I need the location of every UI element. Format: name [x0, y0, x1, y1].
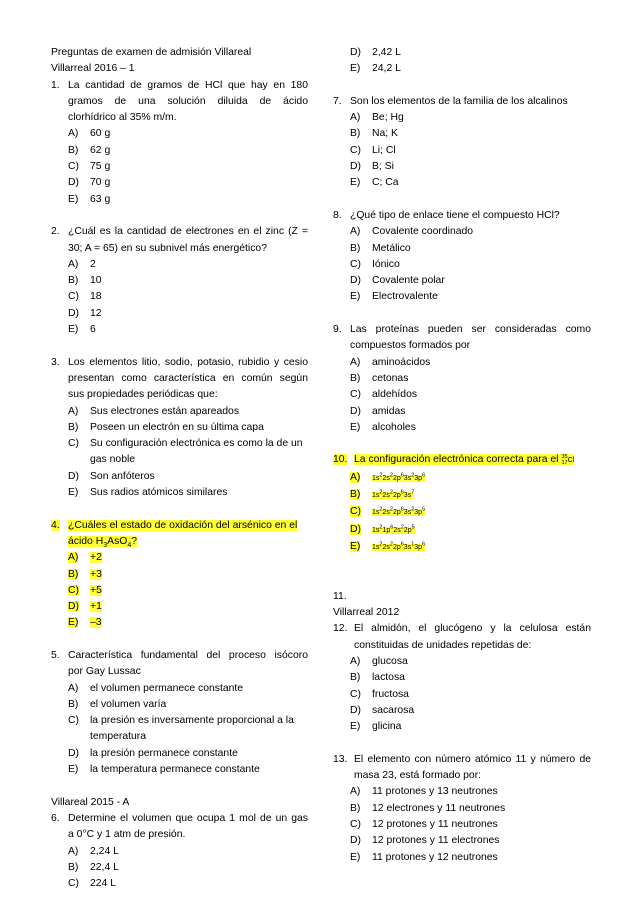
- option: E) alcoholes: [350, 421, 416, 433]
- option: E) glicina: [350, 721, 402, 733]
- option-letter: C): [350, 506, 361, 518]
- option: B) 10: [68, 275, 102, 287]
- option: A) el volumen permanece constante: [68, 682, 244, 694]
- option: temperatura: [90, 731, 147, 743]
- question-number: 3.: [51, 356, 60, 368]
- question-text: El elemento con número atómico 11 y número de masa 23, está formado por:: [354, 753, 591, 782]
- option: D) 12: [68, 307, 102, 319]
- question-1: [51, 78, 308, 208]
- options-list: [350, 110, 591, 191]
- option: E) 6: [68, 324, 96, 336]
- question-7: [333, 94, 591, 192]
- option: A) Be; Hg: [350, 112, 404, 124]
- option: B) +3: [68, 568, 102, 580]
- options-list: [68, 404, 308, 502]
- question-number: 9.: [333, 324, 342, 336]
- option: E) –3: [68, 617, 102, 629]
- option: gas noble: [90, 454, 136, 466]
- question-number: 13.: [333, 753, 348, 765]
- question-text: ¿Cuáles el estado de oxidación del arsénico en el ácido $H_3AsO_4$?: [68, 519, 298, 549]
- question-text: Son los elementos de la familia de los alcalinos: [350, 95, 568, 107]
- question-10: [333, 452, 591, 556]
- options-list: [350, 784, 591, 865]
- question-number: 1.: [51, 79, 60, 91]
- question-number: 2.: [51, 226, 60, 238]
- question-number: 6.: [51, 812, 60, 824]
- question-text: La configuración electrónica correcta para el 35 17 Cl: [354, 453, 575, 466]
- electron-configuration: $1s^22s^22p^63s^7$: [372, 489, 415, 500]
- option: B) 62 g: [68, 144, 111, 156]
- option: E) la temperatura permanece constante: [68, 764, 260, 776]
- option: B) Metálico: [350, 242, 411, 254]
- options-list: [68, 681, 308, 779]
- option: A) aminoácidos: [350, 356, 431, 368]
- option: D) Son anfóteros: [68, 470, 155, 482]
- option: A) 2,24 L: [68, 845, 119, 857]
- option: B) Na; K: [350, 128, 398, 140]
- option-letter: D): [350, 523, 361, 535]
- option: D) 12 protones y 11 electrones: [350, 835, 500, 847]
- question-5: [51, 648, 308, 778]
- option: D) 2,42 L: [350, 47, 401, 58]
- option: B) lactosa: [350, 672, 405, 684]
- option-letter: A): [350, 471, 361, 483]
- electron-configuration: $1s^22s^22p^63s^23p^6$: [372, 472, 426, 482]
- option: C) 18: [68, 291, 102, 303]
- option: D) B; Si: [350, 161, 394, 173]
- question-text: ¿Qué tipo de enlace tiene el compuesto HCl?: [350, 209, 560, 221]
- option: E) Electrovalente: [350, 291, 438, 303]
- question-12: [333, 621, 591, 735]
- options-list: [350, 470, 591, 556]
- option: D) 70 g: [68, 177, 111, 189]
- options-list: [350, 355, 591, 436]
- options-list: [350, 224, 591, 305]
- option: A) glucosa: [350, 655, 408, 667]
- option: B) Poseen un electrón en su última capa: [68, 421, 264, 433]
- option: A) +2: [68, 552, 102, 564]
- option: [350, 504, 591, 521]
- options-list: [68, 844, 308, 893]
- options-list: [68, 550, 308, 631]
- section-heading: Villarreal 2012: [333, 607, 400, 619]
- question-11: [333, 589, 591, 605]
- question-text: Los elementos litio, sodio, potasio, rubidio y cesio presentan como característica en común según sus propiedades periódicas que:: [68, 356, 308, 401]
- question-2: [51, 224, 308, 338]
- option: C) +5: [68, 584, 102, 596]
- option: D) +1: [68, 601, 102, 613]
- options-list-continued: [350, 45, 591, 78]
- electron-configuration: $1s^21p^62s^22p^5$: [372, 524, 415, 534]
- option: E) 63 g: [68, 193, 111, 205]
- option: A) 2: [68, 258, 96, 270]
- option: [350, 470, 591, 487]
- options-list: [68, 257, 308, 338]
- question-4: [51, 518, 308, 632]
- option: D) la presión permanece constante: [68, 747, 238, 759]
- option: C) 224 L: [68, 878, 117, 890]
- option: B) 12 electrones y 11 neutrones: [350, 802, 506, 814]
- question-text: La cantidad de gramos de HCl que hay en 180 gramos de una solución diluida de ácido clorhídrico al 35% m/m.: [68, 79, 308, 124]
- option: E) 11 protones y 12 neutrones: [350, 851, 498, 863]
- question-number: 4.: [51, 519, 60, 531]
- question-6: [51, 811, 308, 892]
- electron-configuration: $1s^22s^22p^63s^13p^6$: [372, 541, 426, 551]
- option: C) Li; Cl: [350, 144, 396, 156]
- option: E) Sus radios atómicos similares: [68, 487, 228, 499]
- chlorine-isotope: 35 17: [561, 453, 568, 466]
- question-text: El almidón, el glucógeno y la celulosa están constituidas de unidades repetidas de:: [354, 623, 591, 651]
- question-number: 12.: [333, 623, 348, 635]
- question-8: [333, 208, 591, 306]
- option-letter: B): [350, 489, 361, 501]
- question-text: ¿Cuál es la cantidad de electrones en el zinc (Z = 30; A = 65) en su subnivel más energético?: [68, 226, 308, 254]
- question-number: 5.: [51, 649, 60, 661]
- left-column: [51, 45, 308, 892]
- option: B) cetonas: [350, 372, 409, 384]
- option: C) fructosa: [350, 688, 409, 700]
- question-text: Determine el volumen que ocupa 1 mol de un gas a 0°C y 1 atm de presión.: [68, 812, 308, 841]
- question-number: 7.: [333, 95, 342, 107]
- question-3: [51, 355, 308, 502]
- option: E) 24,2 L: [350, 63, 401, 75]
- question-number: 11.: [333, 590, 347, 602]
- question-number: 8.: [333, 209, 342, 221]
- electron-configuration: $1s^22s^22p^63s^23p^5$: [372, 506, 426, 517]
- option: D) Covalente polar: [350, 275, 445, 287]
- option: D) sacarosa: [350, 704, 415, 716]
- option: C) Su configuración electrónica es como la de un: [68, 438, 303, 450]
- option: C) la presión es inversamente proporcional a la: [68, 715, 294, 727]
- section-heading: Villareal 2015 - A: [51, 796, 130, 808]
- question-13: [333, 752, 591, 866]
- option: D) amidas: [350, 405, 406, 417]
- option: A) 11 protones y 13 neutrones: [350, 786, 498, 798]
- document-title: Preguntas de examen de admisión Villareal: [51, 47, 252, 58]
- option: C) Iónico: [350, 258, 400, 270]
- option: A) 60 g: [68, 128, 111, 140]
- option-letter: E): [350, 540, 361, 552]
- option: [350, 539, 591, 556]
- question-number: 10.: [333, 454, 348, 466]
- question-text: Las proteínas pueden ser consideradas como compuestos formados por: [350, 324, 591, 352]
- question-text: Característica fundamental del proceso isócoro por Gay Lussac: [68, 649, 308, 678]
- option: A) Covalente coordinado: [350, 226, 474, 238]
- option: [350, 522, 591, 539]
- option: [350, 487, 591, 504]
- option: B) 22,4 L: [68, 861, 119, 873]
- section-heading: Villarreal 2016 – 1: [51, 63, 135, 75]
- option: E) C; Ca: [350, 177, 399, 189]
- question-9: [333, 322, 591, 436]
- option: B) el volumen varía: [68, 698, 167, 710]
- option: C) 12 protones y 11 neutrones: [350, 818, 498, 830]
- option: C) aldehídos: [350, 389, 418, 401]
- option: C) 75 g: [68, 161, 111, 173]
- options-list: [350, 654, 591, 735]
- right-column: [333, 45, 591, 866]
- options-list: [68, 126, 308, 207]
- option: A) Sus electrones están apareados: [68, 405, 240, 417]
